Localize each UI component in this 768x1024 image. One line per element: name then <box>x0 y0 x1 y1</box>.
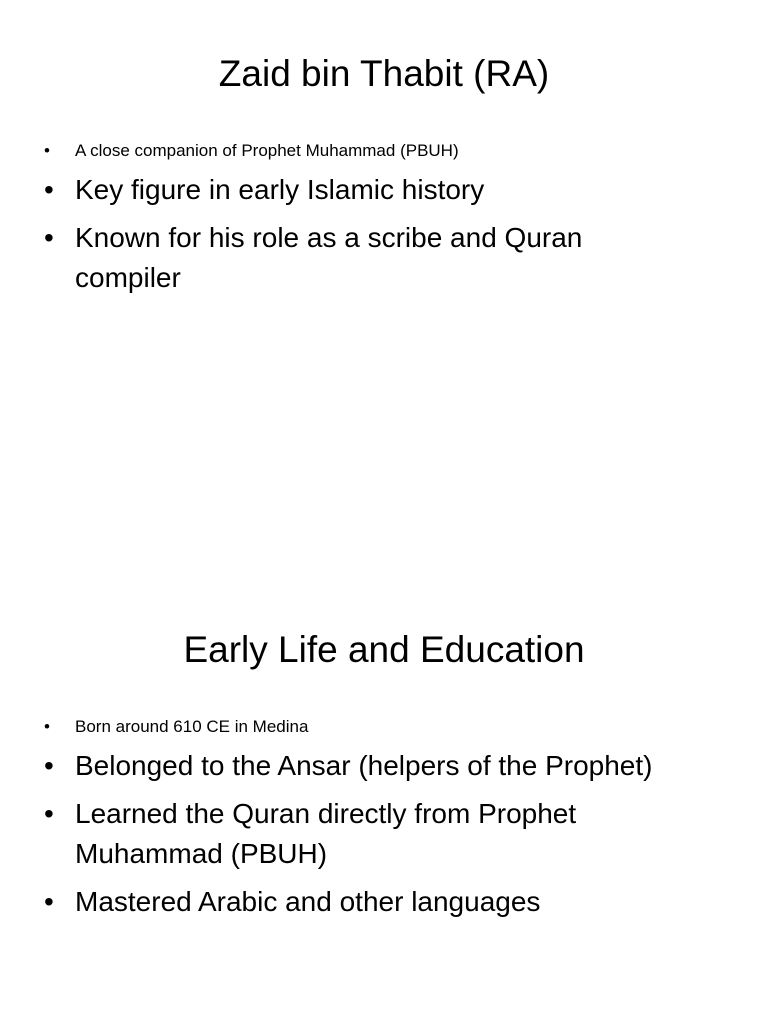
bullet-item <box>44 794 684 874</box>
bullet-item <box>44 746 684 786</box>
bullet-text: A close companion of Prophet Muhammad (PBUH) <box>75 141 459 160</box>
bullet-text: Belonged to the Ansar (helpers of the Prophet) <box>75 750 653 781</box>
bullet-item <box>44 716 684 738</box>
bullet-text: Born around 610 CE in Medina <box>75 717 309 736</box>
bullet-item <box>44 882 684 922</box>
bullet-text: Learned the Quran directly from Prophet Muhammad (PBUH) <box>75 798 577 869</box>
bullet-text: Known for his role as a scribe and Quran compiler <box>75 222 583 293</box>
bullet-glyph: • <box>44 750 54 781</box>
bullet-text: Key figure in early Islamic history <box>75 174 485 205</box>
bullet-glyph: • <box>44 141 50 160</box>
bullet-glyph: • <box>44 717 50 736</box>
bullet-text: Mastered Arabic and other languages <box>75 886 541 917</box>
bullet-item <box>44 218 684 298</box>
bullet-glyph: • <box>44 798 54 829</box>
bullet-list <box>44 140 684 306</box>
slide-title: Early Life and Education <box>183 629 585 670</box>
bullet-item <box>44 170 684 210</box>
bullet-glyph: • <box>44 174 54 205</box>
slide-title: Zaid bin Thabit (RA) <box>218 53 550 94</box>
bullet-glyph: • <box>44 886 54 917</box>
bullet-item <box>44 140 684 162</box>
bullet-glyph: • <box>44 222 54 253</box>
bullet-list <box>44 716 684 930</box>
slide-2 <box>0 576 768 1024</box>
